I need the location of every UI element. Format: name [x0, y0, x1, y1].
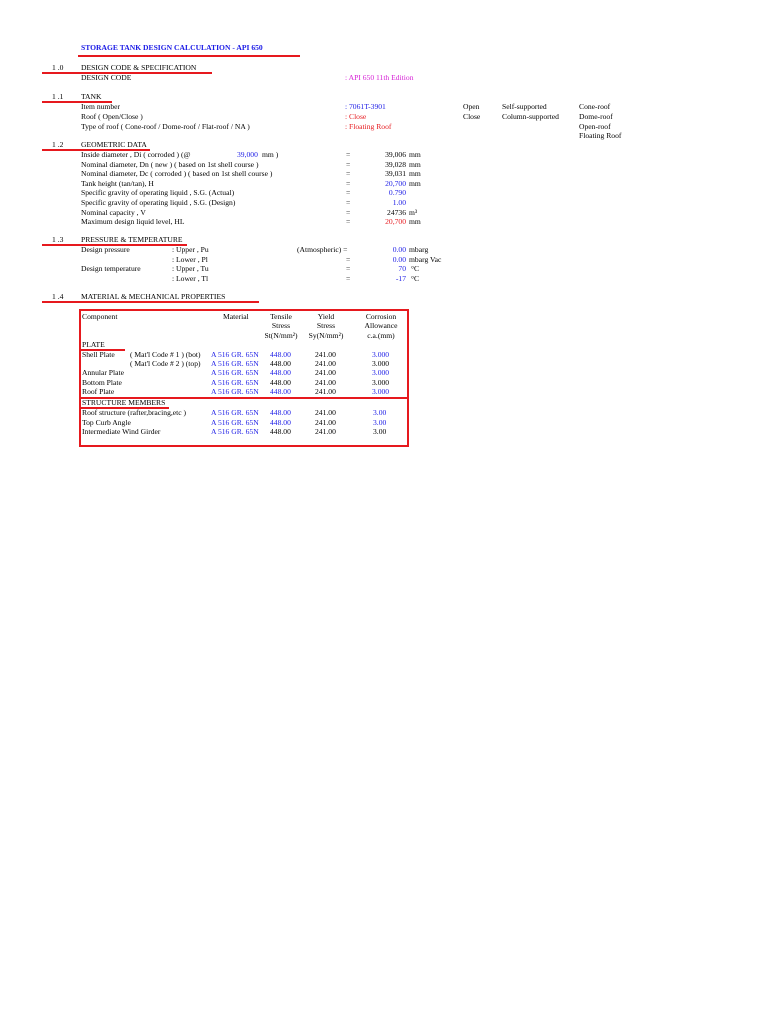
section-heading: TANK: [81, 92, 102, 101]
table-cell-corrosion: 3.00: [373, 408, 387, 417]
table-cell-component: Shell Plate: [82, 350, 115, 359]
table-cell-component: Roof structure (rafter,bracing,etc ): [82, 408, 187, 417]
field-value: 1.00: [392, 198, 406, 207]
field-value: 20,700: [385, 178, 406, 188]
field-label: Nominal diameter, Dn ( new ) ( based on 1st shell course ): [81, 159, 259, 169]
table-header-yield: Stress: [316, 321, 336, 330]
table-cell-tensile: 448.00: [270, 368, 291, 378]
equals-sign: =: [346, 188, 351, 198]
table-cell-corrosion: 3.000: [372, 386, 390, 396]
option-text: Open-roof: [579, 122, 611, 131]
section-number: 1 .1: [52, 92, 64, 101]
table-cell-yield: 241.00: [315, 359, 336, 369]
table-header-component: Component: [82, 312, 118, 321]
field-unit: mm: [409, 217, 421, 227]
field-unit: °C: [411, 264, 420, 273]
table-cell-yield: 241.00: [315, 427, 336, 437]
field-label: Item number: [81, 102, 121, 111]
field-label: Specific gravity of operating liquid , S.G. (Design): [81, 198, 236, 207]
field-unit: mm: [409, 169, 421, 179]
field-label: : Upper , Pu: [172, 245, 209, 254]
field-label: Nominal diameter, Dc ( corroded ) ( based on 1st shell course ): [81, 169, 273, 179]
field-label: Roof ( Open/Close ): [81, 112, 143, 121]
equals-sign: =: [346, 255, 351, 264]
field-value: 0.790: [388, 188, 406, 198]
equals-sign: =: [346, 169, 351, 179]
field-label: : Lower , Tl: [172, 274, 209, 283]
field-unit: mm: [409, 178, 421, 188]
table-cell-component: Annular Plate: [82, 368, 124, 378]
table-cell-corrosion: 3.000: [372, 359, 390, 369]
section-heading: PRESSURE & TEMPERATURE: [81, 235, 183, 244]
table-header-tensile: St(N/mm²): [264, 331, 298, 340]
field-value: 24736: [387, 207, 406, 217]
field-value: 0.00: [392, 255, 406, 264]
table-header-material: Material: [223, 312, 249, 321]
table-cell-yield: 241.00: [315, 386, 336, 396]
table-cell-tensile: 448.00: [270, 408, 291, 417]
table-cell-tensile: 448.00: [270, 377, 291, 387]
equals-sign: =: [346, 198, 351, 207]
field-unit: mm ): [262, 150, 279, 159]
table-cell-corrosion: 3.000: [372, 350, 390, 359]
field-label: (Atmospheric) =: [297, 245, 348, 254]
table-cell-corrosion: 3.00: [373, 427, 387, 437]
equals-sign: =: [346, 207, 351, 217]
table-cell-corrosion: 3.00: [373, 417, 387, 427]
field-label: Specific gravity of operating liquid , S.G. (Actual): [81, 188, 235, 198]
equals-sign: =: [346, 264, 351, 273]
table-cell-tensile: 448.00: [270, 359, 291, 369]
table-cell-yield: 241.00: [315, 417, 336, 427]
table-cell-material: A 516 GR. 65N: [211, 427, 259, 437]
field-label: Nominal capacity , V: [81, 207, 146, 217]
field-unit: m³: [409, 207, 418, 217]
equals-sign: =: [346, 178, 351, 188]
table-header-tensile: Stress: [271, 321, 291, 330]
section-number: 1 .3: [52, 235, 64, 244]
field-value: : Floating Roof: [345, 122, 392, 131]
table-header-tensile: Tensile: [270, 312, 292, 321]
field-value: 39,006: [385, 150, 406, 159]
section-heading: GEOMETRIC DATA: [81, 140, 147, 149]
equals-sign: =: [346, 274, 351, 283]
section-number: 1 .0: [52, 63, 64, 72]
table-header-yield: Yield: [317, 312, 335, 321]
section-underline: [42, 301, 259, 303]
field-value: 20,700: [385, 217, 406, 227]
equals-sign: =: [346, 150, 351, 159]
field-value: 39,031: [385, 169, 406, 179]
option-text: Self-supported: [502, 102, 547, 111]
field-label: DESIGN CODE: [81, 73, 132, 82]
field-value: 0.00: [392, 245, 406, 254]
field-label: : Upper , Tu: [172, 264, 209, 273]
table-cell-yield: 241.00: [315, 377, 336, 387]
field-value: : 7061T-3901: [345, 102, 386, 111]
table-group-plate: PLATE: [82, 340, 105, 349]
field-value: 39,000: [237, 150, 258, 159]
field-unit: °C: [411, 274, 420, 283]
table-cell-material: A 516 GR. 65N: [211, 408, 259, 417]
table-cell-material: A 516 GR. 65N: [211, 386, 259, 396]
table-cell-yield: 241.00: [315, 350, 336, 359]
field-label: : Lower , Pl: [172, 255, 208, 264]
table-cell-material: A 516 GR. 65N: [211, 377, 259, 387]
field-label: Type of roof ( Cone-roof / Dome-roof / Flat-roof / NA ): [81, 122, 250, 131]
table-cell-material: A 516 GR. 65N: [211, 368, 259, 378]
table-cell-component: Bottom Plate: [82, 377, 122, 387]
field-unit: mm: [409, 150, 421, 159]
table-header-yield: Sy(N/mm²): [308, 331, 344, 340]
table-cell-subcomponent: ( Mat'l Code # 2 ) (top): [130, 359, 201, 369]
table-cell-tensile: 448.00: [270, 386, 291, 396]
page-title: STORAGE TANK DESIGN CALCULATION - API 650: [81, 43, 263, 52]
table-cell-corrosion: 3.000: [372, 377, 390, 387]
table-cell-yield: 241.00: [315, 408, 336, 417]
table-cell-material: A 516 GR. 65N: [211, 359, 259, 369]
title-underline: [78, 55, 300, 57]
field-unit: mbarg Vac: [409, 255, 442, 264]
field-unit: mbarg: [409, 245, 429, 254]
table-cell-component: Roof Plate: [82, 386, 115, 396]
field-unit: mm: [409, 159, 421, 169]
option-text: Column-supported: [502, 112, 559, 121]
field-value: : Close: [345, 112, 367, 121]
option-text: Dome-roof: [579, 112, 613, 121]
section-number: 1 .2: [52, 140, 64, 149]
field-value: -17: [395, 274, 406, 283]
option-text: Cone-roof: [579, 102, 611, 111]
field-value: : API 650 11th Edition: [345, 73, 414, 82]
table-cell-yield: 241.00: [315, 368, 336, 378]
table-cell-material: A 516 GR. 65N: [211, 350, 259, 359]
table-cell-subcomponent: ( Mat'l Code # 1 ) (bot): [130, 350, 201, 359]
field-value: 39,028: [385, 159, 406, 169]
table-group-structure: STRUCTURE MEMBERS: [82, 398, 166, 407]
equals-sign: =: [346, 159, 351, 169]
equals-sign: =: [346, 217, 351, 227]
section-number: 1 .4: [52, 292, 64, 301]
table-header-corrosion: Allowance: [364, 321, 398, 330]
table-header-corrosion: Corrosion: [365, 312, 397, 321]
option-text: Open: [463, 102, 480, 111]
table-cell-corrosion: 3.000: [372, 368, 390, 378]
table-header-corrosion: c.a.(mm): [367, 331, 395, 340]
option-text: Close: [463, 112, 481, 121]
table-cell-tensile: 448.00: [270, 427, 291, 437]
section-heading: DESIGN CODE & SPECIFICATION: [81, 63, 197, 72]
field-label: Design pressure: [81, 245, 130, 254]
table-cell-component: Top Curb Angle: [82, 417, 131, 427]
field-value: 70: [398, 264, 406, 273]
field-label: Design temperature: [81, 264, 141, 273]
table-cell-tensile: 448.00: [270, 417, 291, 427]
table-cell-tensile: 448.00: [270, 350, 291, 359]
table-cell-material: A 516 GR. 65N: [211, 417, 259, 427]
field-label: Tank height (tan/tan), H: [81, 178, 154, 188]
field-label: Inside diameter , Di ( corroded ) (@: [81, 150, 191, 159]
section-heading: MATERIAL & MECHANICAL PROPERTIES: [81, 292, 226, 301]
field-label: Maximum design liquid level, HL: [81, 217, 185, 227]
option-text: Floating Roof: [579, 131, 622, 140]
table-cell-component: Intermediate Wind Girder: [82, 427, 161, 437]
